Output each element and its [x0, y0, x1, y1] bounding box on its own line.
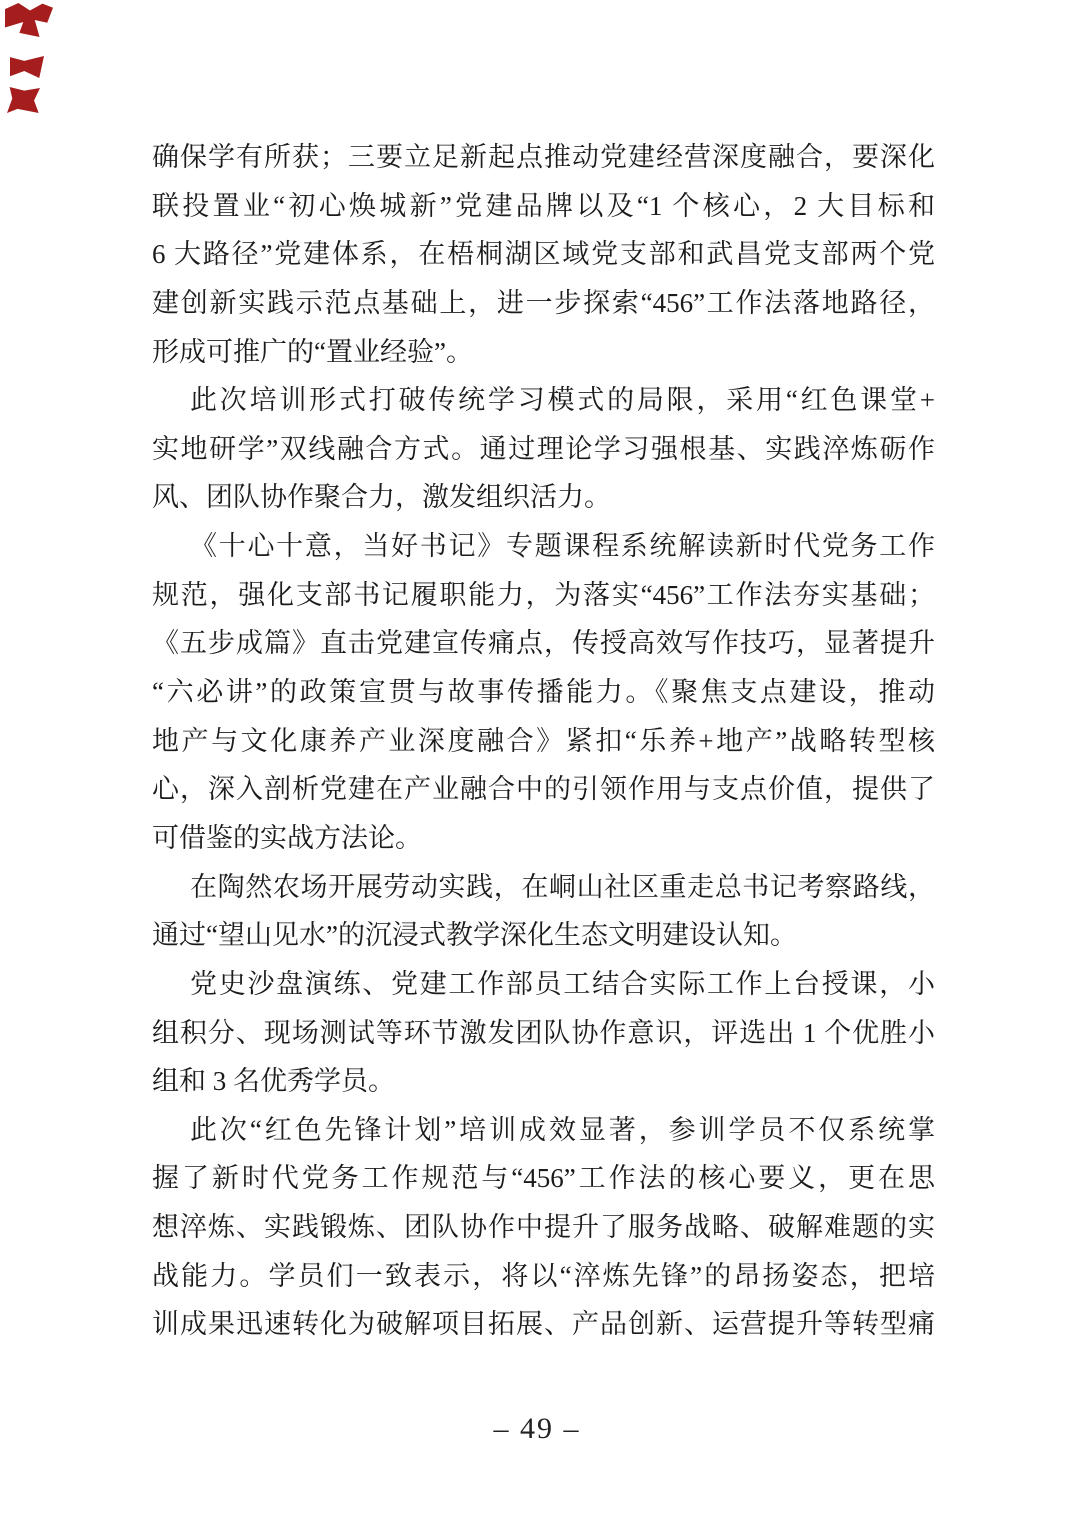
text-line: 党史沙盘演练、党建工作部员工结合实际工作上台授课，小 — [190, 968, 935, 999]
text-line: 战能力。学员们一致表示，将以“淬炼先锋”的昂扬姿态，把培 — [152, 1260, 935, 1291]
red-fragment-icon — [10, 56, 44, 78]
text-line: 确保学有所获；三要立足新起点推动党建经营深度融合，要深化 — [152, 142, 935, 172]
text-line: 地产与文化康养产业深度融合》紧扣“乐养+地产”战略转型核 — [152, 725, 935, 756]
paragraph — [152, 1106, 935, 1349]
text-line: 规范，强化支部书记履职能力，为落实“456”工作法夯实基础； — [152, 579, 935, 610]
text-line: 想淬炼、实践锻炼、团队协作中提升了服务战略、破解难题的实 — [152, 1212, 935, 1243]
corner-red-marks — [0, 0, 70, 130]
text-line: 组和 3 名优秀学员。 — [152, 1066, 395, 1097]
paragraph — [152, 133, 935, 376]
text-line: 此次培训形式打破传统学习模式的局限，采用“红色课堂+ — [190, 385, 935, 416]
text-line: 实地研学”双线融合方式。通过理论学习强根基、实践淬炼砺作 — [152, 433, 935, 464]
red-fragment-icon — [5, 3, 53, 37]
text-line: 可借鉴的实战方法论。 — [152, 822, 422, 853]
text-line: 形成可推广的“置业经验”。 — [152, 336, 473, 367]
text-line: 此次“红色先锋计划”培训成效显著，参训学员不仅系统掌 — [190, 1114, 935, 1145]
text-line: “六必讲”的政策宣贯与故事传播能力。《聚焦支点建设，推动 — [152, 677, 935, 708]
text-line: 《十心十意，当好书记》专题课程系统解读新时代党务工作 — [190, 531, 935, 562]
page-number: – 49 – — [493, 1412, 581, 1445]
text-line: 《五步成篇》直击党建宣传痛点，传授高效写作技巧，显著提升 — [152, 628, 935, 659]
text-line: 风、团队协作聚合力，激发组织活力。 — [152, 482, 611, 513]
text-line: 组积分、现场测试等环节激发团队协作意识，评选出 1 个优胜小 — [152, 1017, 935, 1048]
text-line: 训成果迅速转化为破解项目拓展、产品创新、运营提升等转型痛 — [152, 1309, 935, 1340]
text-line: 握了新时代党务工作规范与“456”工作法的核心要义，更在思 — [152, 1163, 935, 1194]
document-body — [152, 133, 935, 1349]
text-line: 在陶然农场开展劳动实践，在峒山社区重走总书记考察路线， — [190, 871, 935, 902]
text-line: 通过“望山见水”的沉浸式教学深化生态文明建设认知。 — [152, 920, 797, 951]
text-line: 心，深入剖析党建在产业融合中的引领作用与支点价值，提供了 — [152, 774, 935, 805]
text-line: 6 大路径”党建体系，在梧桐湖区域党支部和武昌党支部两个党 — [152, 239, 935, 270]
red-fragment-icon — [7, 87, 40, 113]
text-line: 建创新实践示范点基础上，进一步探索“456”工作法落地路径， — [152, 287, 935, 318]
text-line: 联投置业“初心焕城新”党建品牌以及“1 个核心，2 大目标和 — [152, 190, 935, 221]
paragraph — [152, 376, 935, 522]
paragraph — [152, 863, 935, 960]
paragraph — [152, 522, 935, 862]
paragraph — [152, 960, 935, 1106]
